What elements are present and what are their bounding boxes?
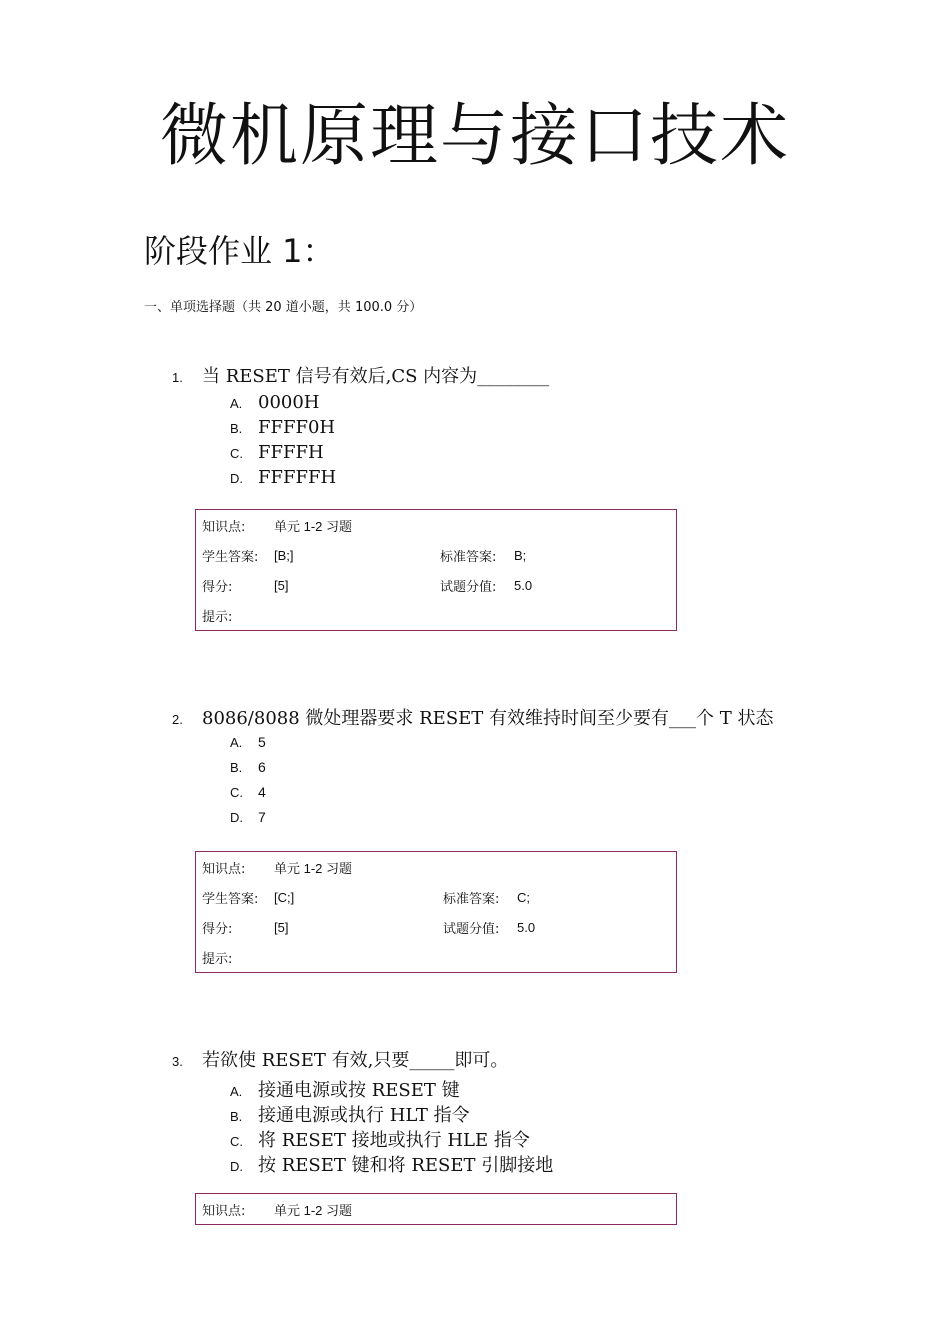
hint-label: 提示: (202, 951, 233, 967)
knowledge-value: 单元 1-2 习题 (274, 518, 353, 534)
option-letter: A. (230, 735, 243, 750)
option-text: 6 (258, 759, 266, 775)
knowledge-value: 单元 1-2 习题 (274, 860, 353, 876)
option-d (230, 1151, 872, 1176)
score-value: [5] (274, 919, 289, 935)
standard-answer-value: B; (514, 547, 527, 563)
option-text: FFFF0H (258, 417, 336, 438)
option-a (230, 1076, 872, 1101)
document-title: 微机原理与接口技术 (159, 97, 790, 176)
option-letter: C. (230, 1134, 243, 1149)
option-letter: A. (230, 396, 243, 411)
knowledge-label: 知识点: (202, 861, 246, 877)
knowledge-label: 知识点: (202, 1203, 246, 1219)
question-text: 当 RESET 信号有效后,CS 内容为________ (202, 366, 550, 387)
option-text: 接通电源或按 RESET 键 (258, 1080, 460, 1101)
option-list (230, 734, 872, 834)
option-text: 0000H (258, 392, 320, 413)
question-number: 1. (172, 370, 183, 385)
question-number: 2. (172, 712, 183, 727)
score-label: 得分: (202, 921, 233, 937)
points-label: 试题分值: (440, 579, 497, 595)
points-value: 5.0 (514, 577, 533, 593)
answer-info-box (195, 851, 677, 973)
question-number: 3. (172, 1054, 183, 1069)
option-letter: D. (230, 1159, 243, 1174)
option-a (230, 392, 872, 417)
option-text: FFFFH (258, 442, 324, 463)
standard-answer-label: 标准答案: (440, 549, 497, 565)
student-answer-label: 学生答案: (202, 891, 259, 907)
answer-info-box (195, 509, 677, 631)
question-1 (172, 362, 872, 492)
option-text: FFFFFH (258, 467, 337, 488)
option-c (230, 442, 872, 467)
option-text: 接通电源或执行 HLT 指令 (258, 1105, 470, 1126)
option-b (230, 759, 872, 784)
question-text: 8086/8088 微处理器要求 RESET 有效维持时间至少要有___个 T 状态 (202, 708, 774, 729)
answer-info-box (195, 1193, 677, 1225)
student-answer-label: 学生答案: (202, 549, 259, 565)
student-answer-value: [B;] (274, 547, 294, 563)
hint-label: 提示: (202, 609, 233, 625)
option-letter: B. (230, 1109, 243, 1124)
section-heading: 一、单项选择题（共 20 道小题，共 100.0 分） (144, 300, 423, 315)
option-a (230, 734, 872, 759)
option-list (230, 1076, 872, 1176)
option-letter: C. (230, 785, 243, 800)
option-letter: D. (230, 810, 243, 825)
option-text: 按 RESET 键和将 RESET 引脚接地 (258, 1155, 554, 1176)
option-text: 4 (258, 784, 266, 800)
option-text: 5 (258, 734, 266, 750)
option-letter: B. (230, 421, 243, 436)
question-text: 若欲使 RESET 有效,只要_____即可。 (202, 1050, 509, 1071)
option-c (230, 784, 872, 809)
points-value: 5.0 (517, 919, 536, 935)
option-letter: A. (230, 1084, 243, 1099)
option-d (230, 467, 872, 492)
option-d (230, 809, 872, 834)
option-b (230, 1101, 872, 1126)
standard-answer-label: 标准答案: (443, 891, 500, 907)
option-c (230, 1126, 872, 1151)
option-list (230, 392, 872, 492)
option-b (230, 417, 872, 442)
standard-answer-value: C; (517, 889, 530, 905)
question-3 (172, 1046, 872, 1176)
option-letter: C. (230, 446, 243, 461)
stage-heading: 阶段作业 1： (144, 232, 335, 270)
option-text: 7 (258, 809, 266, 825)
points-label: 试题分值: (443, 921, 500, 937)
score-value: [5] (274, 577, 289, 593)
option-text: 将 RESET 接地或执行 HLE 指令 (258, 1130, 530, 1151)
student-answer-value: [C;] (274, 889, 295, 905)
knowledge-label: 知识点: (202, 519, 246, 535)
knowledge-value: 单元 1-2 习题 (274, 1202, 353, 1218)
question-2 (172, 704, 872, 834)
option-letter: D. (230, 471, 243, 486)
option-letter: B. (230, 760, 243, 775)
score-label: 得分: (202, 579, 233, 595)
